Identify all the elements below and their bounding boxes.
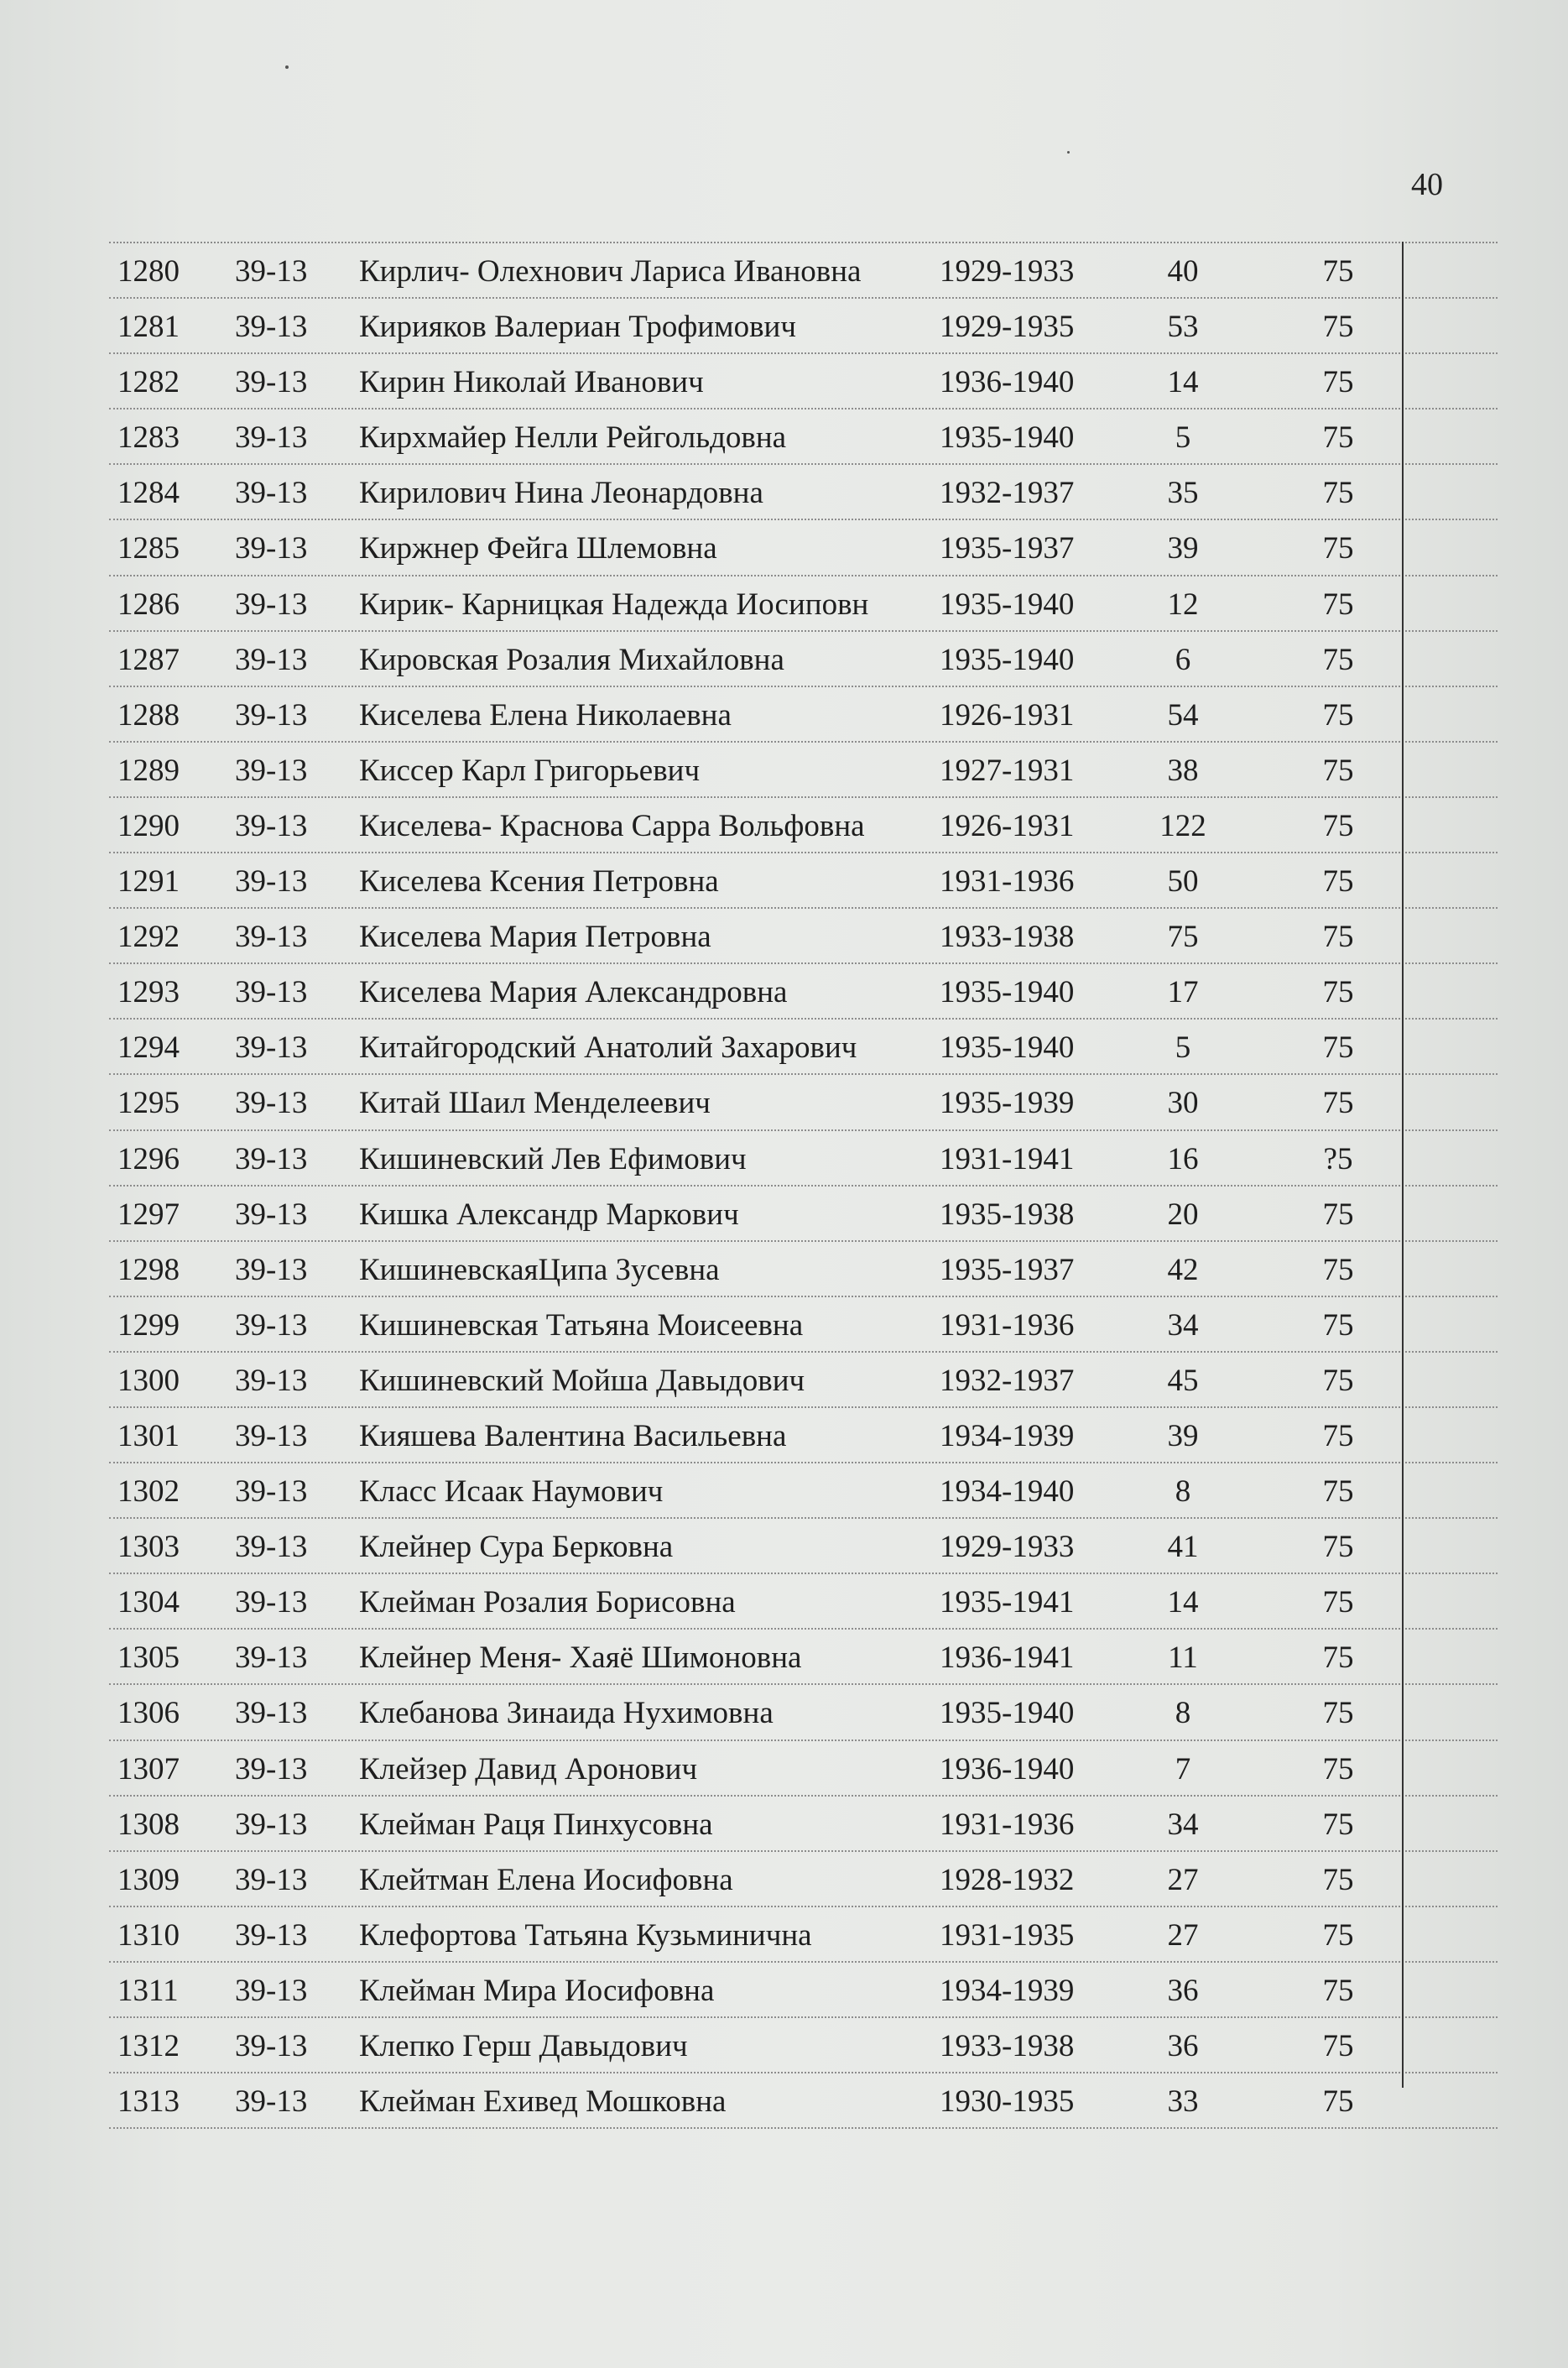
sheet-count: 54 xyxy=(1167,697,1199,733)
record-number: 1296 xyxy=(117,1141,180,1176)
fund-code: 39-13 xyxy=(235,1640,308,1676)
fund-code: 39-13 xyxy=(235,365,308,400)
retention-term: 75 xyxy=(1322,1252,1354,1287)
person-name: Кирияков Валериан Трофимович xyxy=(359,310,796,345)
retention-term: 75 xyxy=(1322,1585,1354,1620)
record-number: 1313 xyxy=(117,2084,180,2120)
sheet-count: 12 xyxy=(1167,587,1199,622)
sheet-count: 38 xyxy=(1167,753,1199,788)
years-range: 1935-1940 xyxy=(940,642,1075,677)
sheet-count: 17 xyxy=(1167,975,1199,1010)
fund-code: 39-13 xyxy=(235,310,308,345)
record-number: 1281 xyxy=(117,310,180,345)
record-number: 1308 xyxy=(117,1807,180,1842)
table-row xyxy=(109,1519,1498,1574)
years-range: 1935-1940 xyxy=(940,1696,1075,1731)
table-row xyxy=(109,743,1498,798)
record-number: 1294 xyxy=(117,1030,180,1066)
table-row xyxy=(109,520,1498,576)
record-number: 1282 xyxy=(117,365,180,400)
person-name: Китайгородский Анатолий Захарович xyxy=(359,1030,857,1066)
record-number: 1307 xyxy=(117,1751,180,1786)
person-name: Китай Шаил Менделеевич xyxy=(359,1086,711,1121)
fund-code: 39-13 xyxy=(235,1585,308,1620)
fund-code: 39-13 xyxy=(235,975,308,1010)
table-row xyxy=(109,299,1498,354)
person-name: Кирлич- Олехнович Лариса Ивановна xyxy=(359,254,862,289)
record-number: 1295 xyxy=(117,1086,180,1121)
years-range: 1935-1940 xyxy=(940,420,1075,456)
retention-term: 75 xyxy=(1322,1807,1354,1842)
years-range: 1936-1941 xyxy=(940,1640,1075,1676)
years-range: 1927-1931 xyxy=(940,753,1075,788)
years-range: 1935-1939 xyxy=(940,1086,1075,1121)
years-range: 1929-1933 xyxy=(940,254,1075,289)
table-row xyxy=(109,354,1498,409)
retention-term: 75 xyxy=(1322,808,1354,843)
record-number: 1311 xyxy=(117,1973,179,2008)
years-range: 1931-1935 xyxy=(940,1917,1075,1953)
retention-term: 75 xyxy=(1322,254,1354,289)
sheet-count: 41 xyxy=(1167,1530,1199,1565)
person-name: КишиневскаяЦипа Зусевна xyxy=(359,1252,720,1287)
fund-code: 39-13 xyxy=(235,1474,308,1510)
record-number: 1302 xyxy=(117,1474,180,1510)
table-row xyxy=(109,1907,1498,1963)
person-name: Киржнер Фейга Шлемовна xyxy=(359,531,717,566)
record-number: 1297 xyxy=(117,1197,180,1232)
years-range: 1932-1937 xyxy=(940,476,1075,511)
years-range: 1935-1941 xyxy=(940,1585,1075,1620)
sheet-count: 75 xyxy=(1167,920,1199,955)
record-number: 1288 xyxy=(117,697,180,733)
table-row xyxy=(109,632,1498,687)
table-row xyxy=(109,1797,1498,1852)
fund-code: 39-13 xyxy=(235,1141,308,1176)
fund-code: 39-13 xyxy=(235,642,308,677)
record-number: 1301 xyxy=(117,1418,180,1453)
record-number: 1303 xyxy=(117,1530,180,1565)
fund-code: 39-13 xyxy=(235,2029,308,2063)
record-number: 1309 xyxy=(117,1862,180,1897)
fund-code: 39-13 xyxy=(235,531,308,566)
record-number: 1292 xyxy=(117,920,180,955)
fund-code: 39-13 xyxy=(235,1973,308,2008)
person-name: Кишиневская Татьяна Моисеевна xyxy=(359,1307,804,1343)
person-name: Кирик- Карницкая Надежда Иосиповн xyxy=(359,587,869,622)
sheet-count: 36 xyxy=(1167,2029,1199,2063)
years-range: 1934-1939 xyxy=(940,1973,1075,2008)
fund-code: 39-13 xyxy=(235,1807,308,1842)
table-row xyxy=(109,1630,1498,1685)
table-row xyxy=(109,1574,1498,1630)
table-row xyxy=(109,687,1498,743)
years-range: 1931-1941 xyxy=(940,1141,1075,1176)
fund-code: 39-13 xyxy=(235,1862,308,1897)
fund-code: 39-13 xyxy=(235,864,308,900)
years-range: 1933-1938 xyxy=(940,920,1075,955)
retention-term: 75 xyxy=(1322,1030,1354,1066)
retention-term: 75 xyxy=(1322,365,1354,400)
retention-term: 75 xyxy=(1322,975,1354,1010)
fund-code: 39-13 xyxy=(235,1197,308,1232)
person-name: Кишиневский Лев Ефимович xyxy=(359,1141,747,1176)
years-range: 1931-1936 xyxy=(940,1807,1075,1842)
person-name: Клейман Мира Иосифовна xyxy=(359,1973,715,2008)
years-range: 1935-1937 xyxy=(940,1252,1075,1287)
sheet-count: 35 xyxy=(1167,476,1199,511)
person-name: Киселева Елена Николаевна xyxy=(359,697,732,733)
fund-code: 39-13 xyxy=(235,1363,308,1398)
record-number: 1293 xyxy=(117,975,180,1010)
retention-term: 75 xyxy=(1322,531,1354,566)
person-name: Киселева Мария Александровна xyxy=(359,975,788,1010)
fund-code: 39-13 xyxy=(235,476,308,511)
table-row xyxy=(109,1852,1498,1907)
sheet-count: 16 xyxy=(1167,1141,1199,1176)
fund-code: 39-13 xyxy=(235,1917,308,1953)
sheet-count: 33 xyxy=(1167,2084,1199,2120)
retention-term: 75 xyxy=(1322,1530,1354,1565)
record-number: 1305 xyxy=(117,1640,180,1676)
sheet-count: 27 xyxy=(1167,1862,1199,1897)
table-row xyxy=(109,1685,1498,1740)
sheet-count: 45 xyxy=(1167,1363,1199,1398)
table-row xyxy=(109,909,1498,964)
person-name: Клейман Раця Пинхусовна xyxy=(359,1807,713,1842)
years-range: 1933-1938 xyxy=(940,2029,1075,2063)
retention-term: 75 xyxy=(1322,864,1354,900)
person-name: Клейнер Меня- Хаяё Шимоновна xyxy=(359,1640,802,1676)
table-row xyxy=(109,2073,1498,2129)
fund-code: 39-13 xyxy=(235,920,308,955)
table-row xyxy=(109,1353,1498,1408)
retention-term: 75 xyxy=(1322,2084,1354,2120)
sheet-count: 27 xyxy=(1167,1917,1199,1953)
years-range: 1934-1940 xyxy=(940,1474,1075,1510)
years-range: 1935-1937 xyxy=(940,531,1075,566)
retention-term: 75 xyxy=(1322,1307,1354,1343)
person-name: Киселева Ксения Петровна xyxy=(359,864,719,900)
table-row xyxy=(109,409,1498,465)
table-row xyxy=(109,1963,1498,2018)
years-range: 1926-1931 xyxy=(940,808,1075,843)
record-number: 1291 xyxy=(117,864,180,900)
years-range: 1934-1939 xyxy=(940,1418,1075,1453)
table-row xyxy=(109,576,1498,632)
table-row xyxy=(109,1741,1498,1797)
person-name: Клефортова Татьяна Кузьминична xyxy=(359,1917,812,1953)
person-name: Кишка Александр Маркович xyxy=(359,1197,739,1232)
fund-code: 39-13 xyxy=(235,753,308,788)
fund-code: 39-13 xyxy=(235,697,308,733)
retention-term: 75 xyxy=(1322,920,1354,955)
sheet-count: 53 xyxy=(1167,310,1199,345)
fund-code: 39-13 xyxy=(235,587,308,622)
years-range: 1926-1931 xyxy=(940,697,1075,733)
retention-term: 75 xyxy=(1322,753,1354,788)
fund-code: 39-13 xyxy=(235,808,308,843)
retention-term: 75 xyxy=(1322,1640,1354,1676)
record-number: 1286 xyxy=(117,587,180,622)
fund-code: 39-13 xyxy=(235,254,308,289)
person-name: Кирин Николай Иванович xyxy=(359,365,704,400)
table-row xyxy=(109,964,1498,1020)
retention-term: ?5 xyxy=(1323,1141,1353,1176)
sheet-count: 5 xyxy=(1175,1030,1191,1066)
fund-code: 39-13 xyxy=(235,1751,308,1786)
person-name: Кишиневский Мойша Давыдович xyxy=(359,1363,805,1398)
retention-term: 75 xyxy=(1322,1418,1354,1453)
record-number: 1304 xyxy=(117,1585,180,1620)
record-number: 1285 xyxy=(117,531,180,566)
fund-code: 39-13 xyxy=(235,1530,308,1565)
person-name: Клейзер Давид Аронович xyxy=(359,1751,698,1786)
person-name: Кировская Розалия Михайловна xyxy=(359,642,784,677)
table-row xyxy=(109,1463,1498,1519)
record-number: 1312 xyxy=(117,2029,180,2063)
years-range: 1935-1940 xyxy=(940,1030,1075,1066)
page-number: 40 xyxy=(1411,167,1443,202)
table-row xyxy=(109,2018,1498,2073)
fund-code: 39-13 xyxy=(235,2084,308,2120)
person-name: Клейман Ехивед Мошковна xyxy=(359,2084,727,2120)
table-row xyxy=(109,1408,1498,1463)
record-number: 1289 xyxy=(117,753,180,788)
retention-term: 75 xyxy=(1322,1973,1354,2008)
retention-term: 75 xyxy=(1322,420,1354,456)
sheet-count: 50 xyxy=(1167,864,1199,900)
person-name: Клейнер Сура Берковна xyxy=(359,1530,674,1565)
table-row xyxy=(109,1187,1498,1242)
table-row xyxy=(109,853,1498,909)
speck-mark xyxy=(285,65,289,69)
table-row xyxy=(109,1242,1498,1297)
table-row xyxy=(109,1297,1498,1353)
record-number: 1310 xyxy=(117,1917,180,1953)
fund-code: 39-13 xyxy=(235,1307,308,1343)
retention-term: 75 xyxy=(1322,1917,1354,1953)
retention-term: 75 xyxy=(1322,1696,1354,1731)
fund-code: 39-13 xyxy=(235,1696,308,1731)
table-column-divider xyxy=(1402,242,1404,2088)
person-name: Кияшева Валентина Васильевна xyxy=(359,1418,787,1453)
table-row xyxy=(109,1131,1498,1187)
record-number: 1280 xyxy=(117,254,180,289)
retention-term: 75 xyxy=(1322,1474,1354,1510)
retention-term: 75 xyxy=(1322,2029,1354,2063)
sheet-count: 14 xyxy=(1167,365,1199,400)
sheet-count: 11 xyxy=(1168,1640,1198,1676)
years-range: 1928-1932 xyxy=(940,1862,1075,1897)
retention-term: 75 xyxy=(1322,642,1354,677)
retention-term: 75 xyxy=(1322,310,1354,345)
person-name: Кирхмайер Нелли Рейгольдовна xyxy=(359,420,787,456)
sheet-count: 14 xyxy=(1167,1585,1199,1620)
register-table xyxy=(109,242,1498,2129)
sheet-count: 42 xyxy=(1167,1252,1199,1287)
retention-term: 75 xyxy=(1322,697,1354,733)
person-name: Киселева- Краснова Сарра Вольфовна xyxy=(359,808,865,843)
years-range: 1935-1940 xyxy=(940,975,1075,1010)
sheet-count: 6 xyxy=(1175,642,1191,677)
speck-mark xyxy=(1067,151,1070,154)
sheet-count: 30 xyxy=(1167,1086,1199,1121)
record-number: 1298 xyxy=(117,1252,180,1287)
table-row xyxy=(109,243,1498,299)
retention-term: 75 xyxy=(1322,1197,1354,1232)
retention-term: 75 xyxy=(1322,1862,1354,1897)
person-name: Класс Исаак Наумович xyxy=(359,1474,664,1510)
sheet-count: 5 xyxy=(1175,420,1191,456)
sheet-count: 34 xyxy=(1167,1307,1199,1343)
person-name: Кирилович Нина Леонардовна xyxy=(359,476,763,511)
retention-term: 75 xyxy=(1322,1751,1354,1786)
sheet-count: 39 xyxy=(1167,531,1199,566)
record-number: 1306 xyxy=(117,1696,180,1731)
person-name: Киселева Мария Петровна xyxy=(359,920,711,955)
sheet-count: 122 xyxy=(1159,808,1206,843)
fund-code: 39-13 xyxy=(235,1030,308,1066)
record-number: 1290 xyxy=(117,808,180,843)
sheet-count: 34 xyxy=(1167,1807,1199,1842)
record-number: 1287 xyxy=(117,642,180,677)
retention-term: 75 xyxy=(1322,1363,1354,1398)
years-range: 1936-1940 xyxy=(940,1751,1075,1786)
sheet-count: 20 xyxy=(1167,1197,1199,1232)
record-number: 1300 xyxy=(117,1363,180,1398)
years-range: 1936-1940 xyxy=(940,365,1075,400)
fund-code: 39-13 xyxy=(235,1252,308,1287)
sheet-count: 7 xyxy=(1175,1751,1191,1786)
fund-code: 39-13 xyxy=(235,1086,308,1121)
table-row xyxy=(109,798,1498,853)
fund-code: 39-13 xyxy=(235,1418,308,1453)
years-range: 1930-1935 xyxy=(940,2084,1075,2120)
years-range: 1935-1938 xyxy=(940,1197,1075,1232)
person-name: Клепко Герш Давыдович xyxy=(359,2029,688,2063)
years-range: 1929-1935 xyxy=(940,310,1075,345)
retention-term: 75 xyxy=(1322,587,1354,622)
person-name: Клейтман Елена Иосифовна xyxy=(359,1862,733,1897)
record-number: 1284 xyxy=(117,476,180,511)
sheet-count: 8 xyxy=(1175,1696,1191,1731)
years-range: 1931-1936 xyxy=(940,1307,1075,1343)
table-row xyxy=(109,1020,1498,1075)
person-name: Клебанова Зинаида Нухимовна xyxy=(359,1696,774,1731)
person-name: Киссер Карл Григорьевич xyxy=(359,753,701,788)
person-name: Клейман Розалия Борисовна xyxy=(359,1585,736,1620)
years-range: 1935-1940 xyxy=(940,587,1075,622)
retention-term: 75 xyxy=(1322,476,1354,511)
years-range: 1931-1936 xyxy=(940,864,1075,900)
sheet-count: 36 xyxy=(1167,1973,1199,2008)
record-number: 1283 xyxy=(117,420,180,456)
record-number: 1299 xyxy=(117,1307,180,1343)
table-row xyxy=(109,465,1498,520)
sheet-count: 8 xyxy=(1175,1474,1191,1510)
years-range: 1929-1933 xyxy=(940,1530,1075,1565)
table-row xyxy=(109,1075,1498,1130)
retention-term: 75 xyxy=(1322,1086,1354,1121)
years-range: 1932-1937 xyxy=(940,1363,1075,1398)
sheet-count: 40 xyxy=(1167,254,1199,289)
sheet-count: 39 xyxy=(1167,1418,1199,1453)
fund-code: 39-13 xyxy=(235,420,308,456)
